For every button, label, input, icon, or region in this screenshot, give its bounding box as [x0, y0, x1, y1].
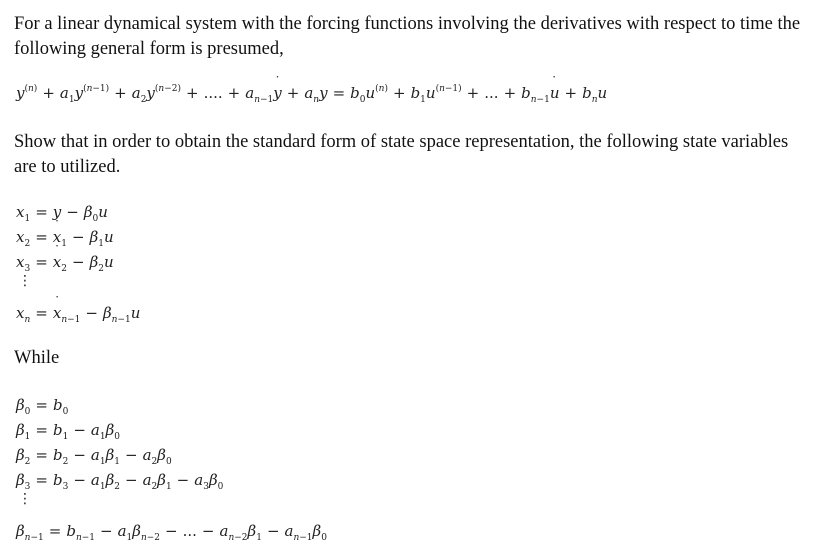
beta-ellipsis: ...	[182, 522, 197, 540]
equation-ellipsis-2: ...	[484, 84, 499, 102]
general-equation: $y^{(n)} + a_1y^{(n-1)} + a_2y^{(n-2)}$ + .... + $a_{n-1}y$ ˙ + $a_ny = b_0u^{(n)} + b_1u^{(n-1)}$ + ... + $b_{n-1}u$ ˙ + $b_nu$	[16, 84, 607, 105]
beta-eq-0: $\beta_0 = b_0$	[16, 396, 69, 417]
beta-eq-1: $\beta_1 = b_1 - a_1\beta_0$	[16, 421, 120, 442]
state-eq-1: $x_1 = y - \beta_0u$	[16, 203, 108, 224]
beta-eq-3: $\beta_3 = b_3 - a_1\beta_2 - a_2\beta_1 - a_3\beta_0$	[16, 471, 224, 492]
equation-ellipsis: ....	[203, 84, 223, 102]
vertical-dots-1: ⋮	[18, 273, 32, 289]
show-paragraph: Show that in order to obtain the standard form of state space representation, the following state variables are to utilized.	[14, 132, 789, 177]
beta-eq-2: $\beta_2 = b_2 - a_1\beta_1 - a_2\beta_0$	[16, 446, 172, 467]
state-eq-n: $x_n = x$ $˙_{n-1} - \beta_{n-1}u$	[16, 304, 140, 325]
intro-paragraph: For a linear dynamical system with the forcing functions involving the derivatives with respect to time the following general form is presumed,	[14, 14, 801, 59]
state-eq-3: $x_3 = x$ $˙_2 - \beta_2u$	[16, 253, 114, 274]
while-label: While	[14, 348, 60, 368]
beta-eq-n-1: $\beta_{n-1} = b_{n-1} - a_1\beta_{n-2}$ − ... − $a_{n-2}\beta_1 - a_{n-1}\beta_0$	[16, 522, 327, 543]
state-eq-2: $x_2 = x$ $˙_1 - \beta_1u$	[16, 228, 114, 249]
vertical-dots-2: ⋮	[18, 491, 32, 507]
